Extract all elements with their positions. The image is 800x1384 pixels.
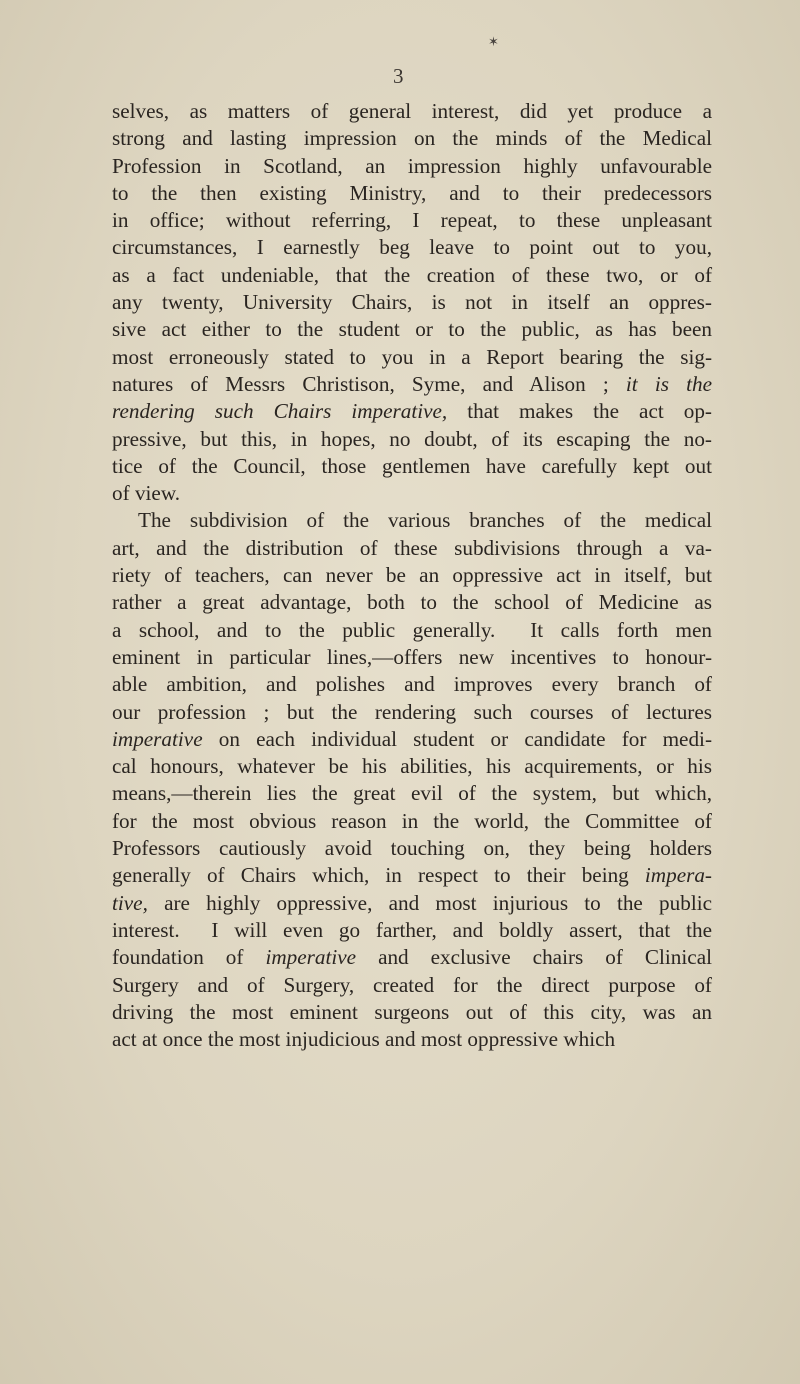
- text-segment: act at once the most injudicious and most oppressive which: [112, 1027, 616, 1052]
- text-segment: eminent in particular lines,—offers new incentives to honour-: [112, 644, 712, 669]
- italic-text: tive,: [112, 890, 148, 915]
- text-line: [112, 644, 712, 671]
- italic-text: imperative: [112, 726, 203, 751]
- text-line: [112, 316, 712, 343]
- text-line: [112, 398, 712, 425]
- italic-text: rendering such Chairs imperative,: [112, 399, 448, 424]
- text-line: [112, 726, 712, 753]
- text-segment: interest. I will even go farther, and boldly assert, that the: [112, 917, 712, 942]
- text-segment: most erroneously stated to you in a Report bearing the sig-: [112, 344, 712, 369]
- text-segment: tice of the Council, those gentlemen have carefully kept out: [112, 453, 712, 478]
- text-segment: of view.: [112, 481, 181, 506]
- text-line: [112, 917, 712, 944]
- italic-text: it is the: [625, 371, 712, 396]
- text-line: [112, 125, 712, 152]
- text-segment: rather a great advantage, both to the school of Medicine as: [112, 590, 712, 615]
- text-line: [112, 262, 712, 289]
- text-line: [112, 153, 712, 180]
- italic-text: impera-: [644, 863, 712, 888]
- page-number: 3: [393, 64, 404, 88]
- text-segment: on each individual student or candidate for medi-: [202, 726, 712, 751]
- text-line: [112, 699, 712, 726]
- text-segment: Surgery and of Surgery, created for the direct purpose of: [112, 972, 712, 997]
- text-line: [112, 344, 712, 371]
- text-line: [112, 480, 712, 507]
- text-line: [112, 617, 712, 644]
- text-line: [112, 1026, 712, 1053]
- text-line: [112, 180, 712, 207]
- text-line: [112, 207, 712, 234]
- text-segment: riety of teachers, can never be an oppressive act in itself, but: [112, 563, 712, 588]
- text-line: [112, 753, 712, 780]
- text-line: [112, 98, 712, 125]
- text-segment: pressive, but this, in hopes, no doubt, of its escaping the no-: [112, 426, 712, 451]
- text-segment: natures of Messrs Christison, Syme, and Alison ;: [112, 371, 626, 396]
- text-segment: sive act either to the student or to the public, as has been: [112, 317, 712, 342]
- text-line: [112, 944, 712, 971]
- text-segment: cal honours, whatever be his abilities, his acquirements, or his: [112, 754, 712, 779]
- text-segment: and exclusive chairs of Clinical: [356, 945, 712, 970]
- text-line: [112, 589, 712, 616]
- body-text: [112, 98, 712, 1053]
- text-line: [112, 780, 712, 807]
- text-segment: our profession ; but the rendering such courses of lectures: [112, 699, 712, 724]
- text-segment: any twenty, University Chairs, is not in itself an oppres-: [112, 290, 712, 315]
- text-segment: selves, as matters of general interest, did yet produce a: [112, 99, 712, 123]
- text-line: [112, 234, 712, 261]
- text-segment: in office; without referring, I repeat, to these unpleasant: [112, 208, 712, 233]
- text-segment: circumstances, I earnestly beg leave to point out to you,: [112, 235, 712, 260]
- text-segment: are highly oppressive, and most injurious to the public: [147, 890, 712, 915]
- text-segment: that makes the act op-: [447, 399, 712, 424]
- text-line: [112, 371, 712, 398]
- text-line: [112, 453, 712, 480]
- text-segment: a school, and to the public generally. It calls forth men: [112, 617, 712, 642]
- text-segment: driving the most eminent surgeons out of this city, was an: [112, 999, 712, 1024]
- text-line: [112, 426, 712, 453]
- text-line: [112, 289, 712, 316]
- text-line: [112, 671, 712, 698]
- printer-mark: ✶: [488, 34, 499, 49]
- text-segment: able ambition, and polishes and improves every branch of: [112, 672, 712, 697]
- text-segment: art, and the distribution of these subdivisions through a va-: [112, 535, 712, 560]
- text-segment: generally of Chairs which, in respect to their being: [112, 863, 645, 888]
- text-segment: foundation of: [112, 945, 266, 970]
- text-segment: as a fact undeniable, that the creation of these two, or of: [112, 262, 712, 287]
- text-line: [112, 972, 712, 999]
- text-line: [112, 999, 712, 1026]
- text-line: [112, 890, 712, 917]
- text-line: [112, 562, 712, 589]
- text-line: [112, 507, 712, 534]
- text-line: [112, 835, 712, 862]
- text-segment: Professors cautiously avoid touching on, they being holders: [112, 836, 712, 861]
- italic-text: imperative: [265, 945, 357, 970]
- text-segment: strong and lasting impression on the minds of the Medical: [112, 126, 712, 151]
- text-segment: for the most obvious reason in the world, the Committee of: [112, 808, 712, 833]
- text-segment: to the then existing Ministry, and to their predecessors: [112, 180, 712, 205]
- text-line: [112, 862, 712, 889]
- text-line: [112, 808, 712, 835]
- text-segment: means,—therein lies the great evil of the system, but which,: [112, 781, 712, 806]
- text-line: [112, 535, 712, 562]
- text-segment: Profession in Scotland, an impression highly unfavourable: [112, 153, 712, 178]
- text-segment: The subdivision of the various branches of the medical: [138, 508, 712, 533]
